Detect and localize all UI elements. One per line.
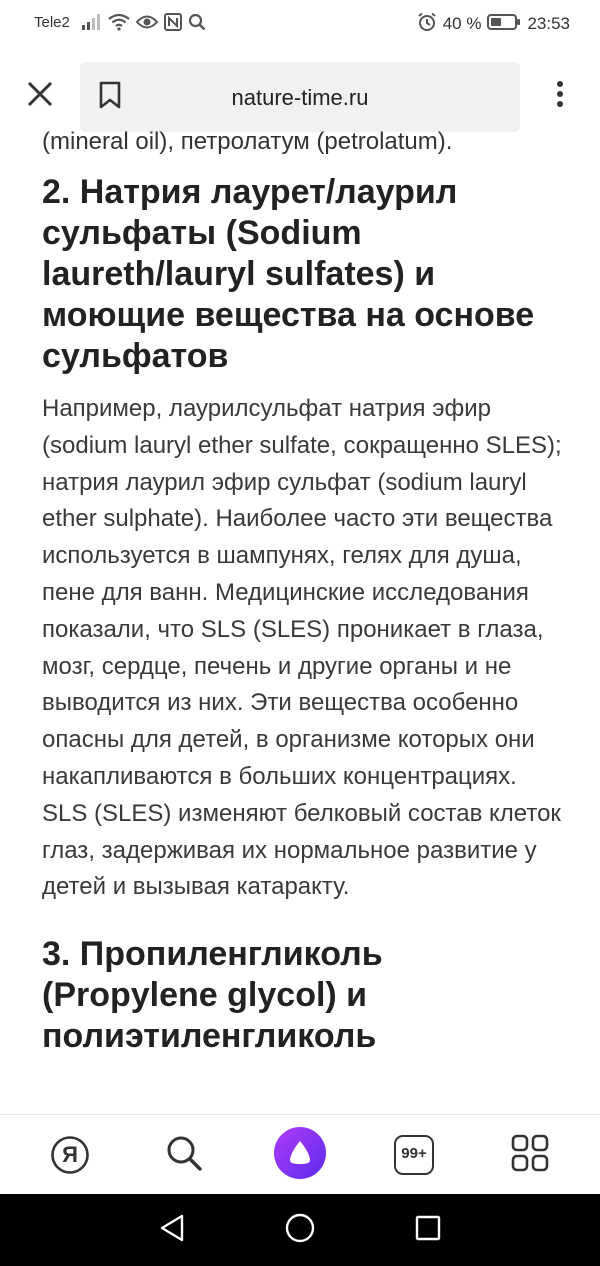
search-icon xyxy=(165,1134,203,1177)
more-vertical-icon xyxy=(556,80,564,113)
home-button[interactable] xyxy=(278,1208,322,1252)
article-content[interactable] xyxy=(0,128,600,1114)
grid-icon xyxy=(511,1134,549,1177)
alice-icon xyxy=(273,1126,327,1185)
cut-off-text-line: (mineral oil), петролатум (petrolatum). xyxy=(42,128,453,155)
alice-assistant-button[interactable] xyxy=(272,1127,328,1183)
yandex-home-button[interactable] xyxy=(42,1127,98,1183)
tabs-button[interactable] xyxy=(386,1127,442,1183)
section-2-paragraph: Например, лаурилсульфат натрия эфир (sodium lauryl ether sulfate, сокращенно SLES); натрия лаурил эфир сульфат (sodium lauryl ether sulphate). Наиболее часто эти вещества используется в шампунях, гелях для душа, пене для ванн. Медицинские исследования показали, что SLS (SLES) проникает в глаза, мозг, сердце, печень и другие органы и не выводится из них. Эти вещества особенно опасны для детей, в организме которых они накапливаются в больших концентрациях. SLS (SLES) изменяют белковый состав клеток глаз, задерживая их нормальное развитие у детей и вызывая катаракту. xyxy=(42,395,562,901)
eye-icon xyxy=(136,14,158,35)
search-status-icon xyxy=(188,13,206,36)
address-bar[interactable] xyxy=(80,62,520,132)
status-icons-left xyxy=(80,12,206,36)
yandex-logo-letter: Я xyxy=(62,1142,78,1167)
back-triangle-icon xyxy=(159,1214,185,1247)
recents-button[interactable] xyxy=(406,1208,450,1252)
apps-grid-button[interactable] xyxy=(502,1127,558,1183)
system-navigation-bar xyxy=(0,1194,600,1266)
carrier-label: Tele2 xyxy=(34,14,70,31)
battery-icon xyxy=(487,13,521,36)
url-text: nature-time.ru xyxy=(231,85,369,110)
yandex-logo-icon xyxy=(50,1135,90,1175)
signal-icon xyxy=(82,14,102,35)
menu-button[interactable] xyxy=(540,74,580,118)
recents-square-icon xyxy=(415,1215,441,1246)
close-icon xyxy=(27,81,53,112)
wifi-icon xyxy=(108,13,130,36)
section-3-heading: 3. Пропиленгликоль (Propylene glycol) и полиэтиленгликоль xyxy=(42,935,383,1056)
battery-percent: 40 % xyxy=(442,14,482,33)
search-button[interactable] xyxy=(156,1127,212,1183)
status-bar xyxy=(0,0,600,52)
status-icons-right xyxy=(417,12,570,36)
home-circle-icon xyxy=(285,1213,315,1248)
back-button[interactable] xyxy=(150,1208,194,1252)
nfc-icon xyxy=(164,13,182,36)
close-button[interactable] xyxy=(20,74,60,118)
browser-bottom-nav xyxy=(0,1114,600,1194)
alarm-icon xyxy=(417,12,437,37)
bookmark-icon xyxy=(99,81,121,114)
tabs-counter-icon: 99+ xyxy=(394,1135,434,1175)
bookmark-button[interactable] xyxy=(90,75,130,119)
clock: 23:53 xyxy=(527,14,570,33)
section-2-heading: 2. Натрия лаурет/лаурил сульфаты (Sodium laureth/lauryl sulfates) и моющие вещества на основе сульфатов xyxy=(42,173,535,375)
